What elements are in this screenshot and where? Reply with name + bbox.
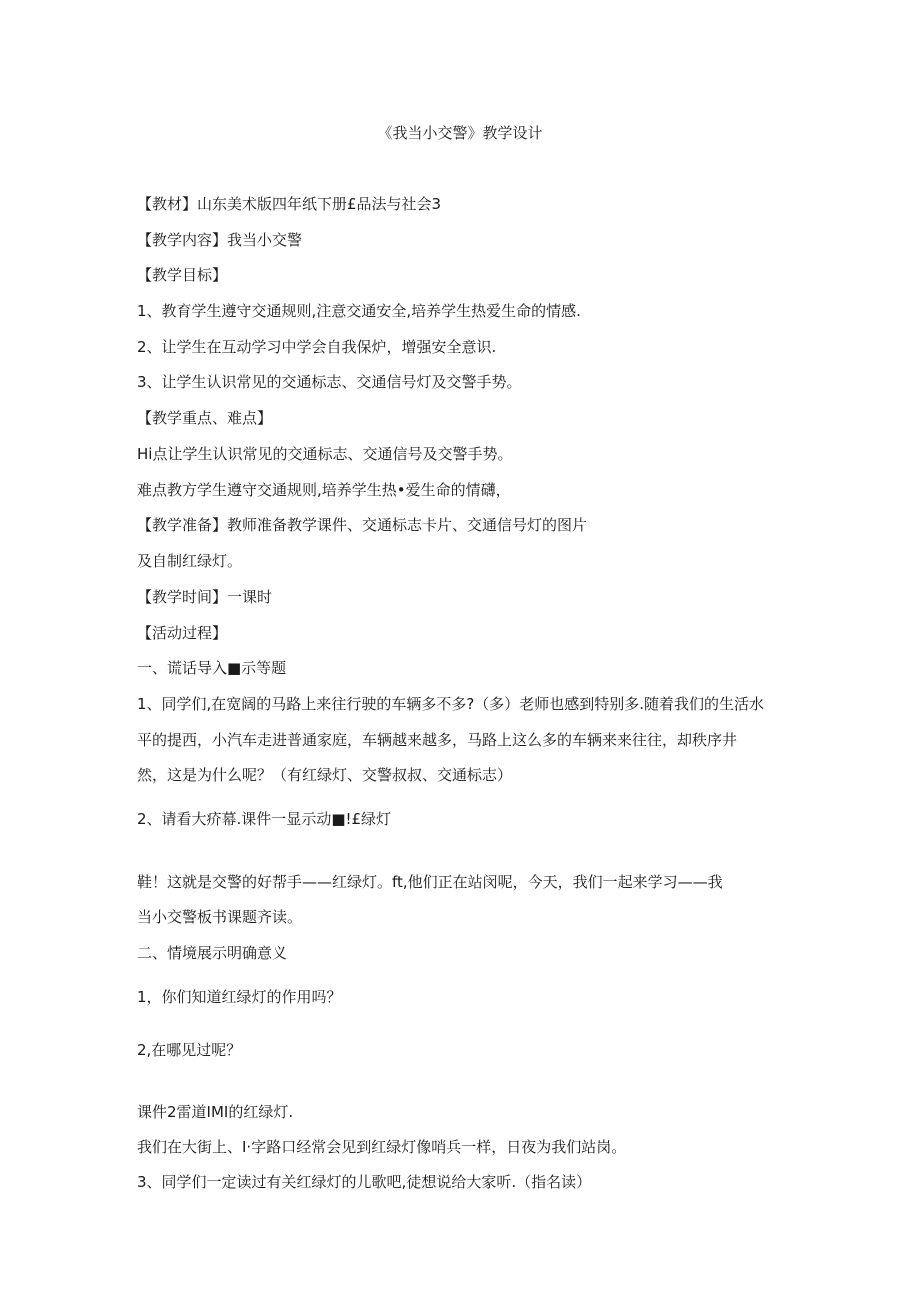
paragraph-1-line-3: 然，这是为什么呢？（有红绿灯、交警叔叔、交通标志） [137, 766, 513, 784]
preparation-line: 【教学准备】教师准备教学课件、交通标志卡片、交通信号灯的图片 [137, 516, 588, 534]
document-title: 《我当小交警》教学设计 [377, 124, 543, 142]
paragraph-1-line-2: 平的提西，小汽车走进普通家庭，车辆越来越多，马路上这么多的车辆来来往往，却秩序井 [137, 731, 738, 749]
textbook-line: 【教材】山东美术版四年纸下册£品法与社会3 [137, 195, 442, 213]
song-line: 3、同学们一定读过有关红绿灯的儿歌吧,徒想说给大家听.（指名读） [137, 1173, 592, 1191]
paragraph-2: 2、请看大疥幕.课件一显示动■!£绿灯 [137, 810, 392, 828]
key-point-line: Hi点让学生认识常见的交通标志、交通信号及交警手势。 [137, 445, 513, 463]
key-points-heading: 【教学重点、难点】 [137, 409, 273, 427]
section-1-heading: 一、谎话导入■示等题 [137, 659, 287, 677]
content-line: 【教学内容】我当小交警 [137, 231, 303, 249]
goal-item-2: 2、让学生在互动学习中学会自我保炉，增强安全意识. [137, 338, 497, 356]
time-line: 【教学时间】一课时 [137, 588, 273, 606]
question-2: 2,在哪见过呢？ [137, 1041, 242, 1059]
goal-item-3: 3、让学生认识常见的交通标志、交通信号灯及交警手势。 [137, 373, 522, 391]
street-line: 我们在大街上、I·字路口经常会见到红绿灯像哨兵一样，日夜为我们站岗。 [137, 1138, 627, 1156]
question-1: 1，你们知道红绿灯的作用吗？ [137, 988, 342, 1006]
goal-item-1: 1、教育学生遵守交通规则,注意交通安全,培养学生热爱生命的情感. [137, 302, 581, 320]
paragraph-3-line-2: 当小交警板书课题齐读。 [137, 908, 303, 926]
paragraph-1-line-1: 1、同学们,在宽阔的马路上来往行驶的车辆多不多?（多）老师也感到特别多.随着我们的生活水 [137, 695, 765, 713]
section-2-heading: 二、情境展示明确意义 [137, 944, 288, 962]
preparation-line-cont: 及自制红绿灯。 [137, 552, 243, 570]
goals-heading: 【教学目标】 [137, 266, 228, 284]
difficulty-line: 难点教方学生遵守交通规则,培养学生热•爱生命的情礴， [137, 481, 511, 499]
courseware-2-line: 课件2雷道IMI的红绿灯. [137, 1103, 294, 1121]
paragraph-3-line-1: 鞋！这就是交警的好帮手——红绿灯。ft,他们正在站闵呢，今天，我们一起来学习——我 [137, 873, 723, 891]
process-heading: 【活动过程】 [137, 624, 228, 642]
